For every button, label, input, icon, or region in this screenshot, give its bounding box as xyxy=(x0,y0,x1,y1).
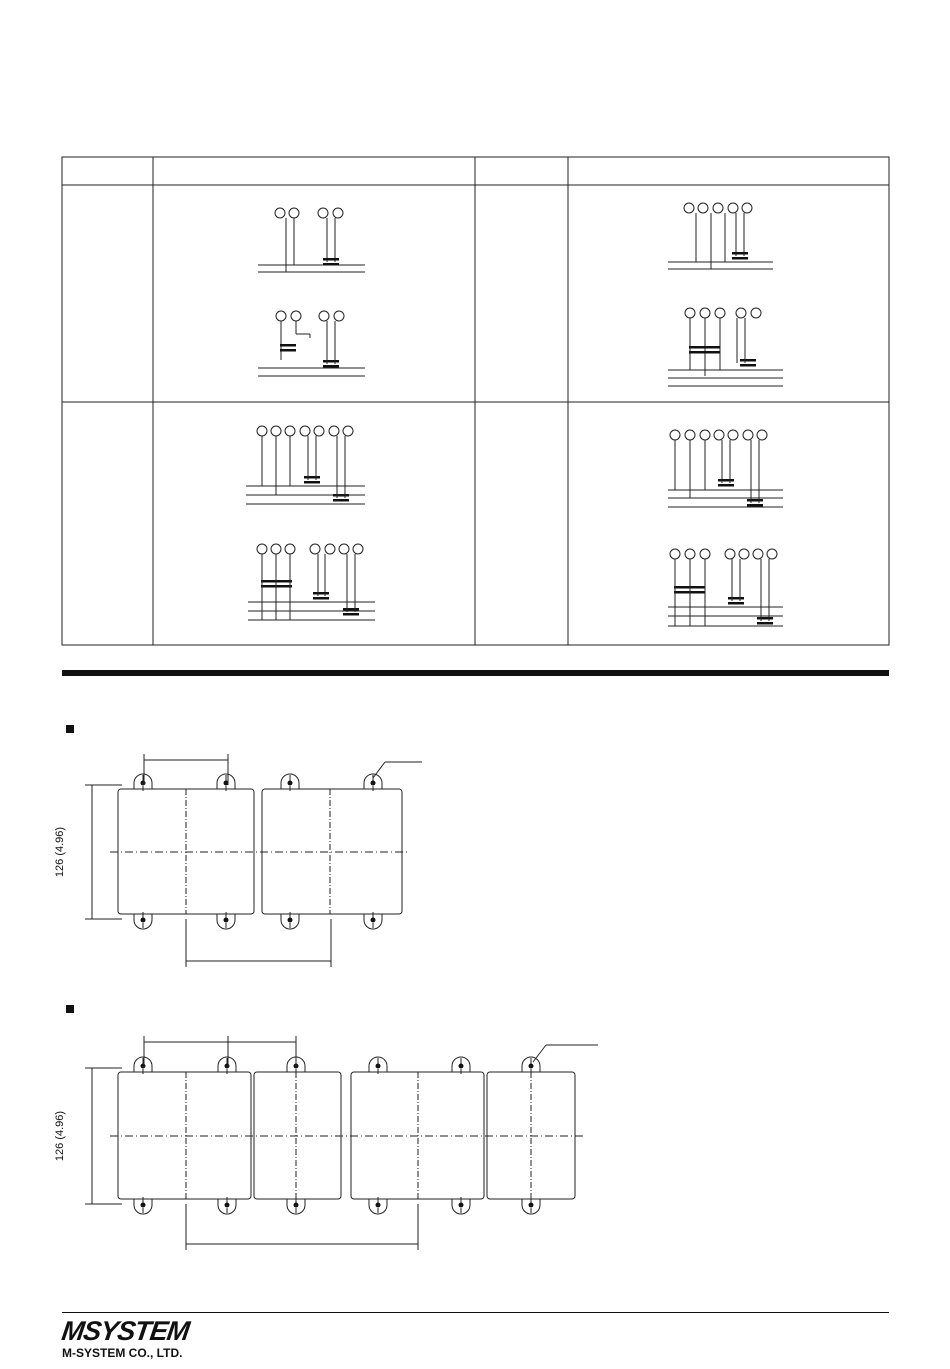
leader-line xyxy=(373,762,385,778)
company-logo xyxy=(59,1316,191,1360)
height-dimension-a: 126 (4.96) xyxy=(54,826,66,878)
leader-line xyxy=(533,1045,546,1062)
footer-rule xyxy=(62,1312,889,1313)
company-name: M-SYSTEM CO., LTD. xyxy=(62,1346,183,1360)
height-dimension-b: 126 (4.96) xyxy=(54,1110,66,1162)
logo-mark: MSYSTEM xyxy=(59,1316,191,1346)
